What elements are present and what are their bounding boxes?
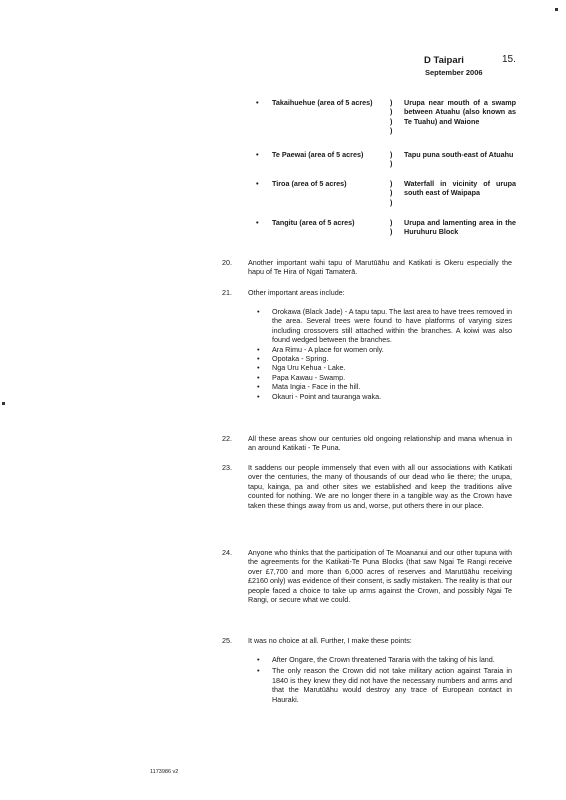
list-item-text: Papa Kawau - Swamp.: [272, 372, 346, 382]
bullet: •: [257, 363, 260, 373]
list-item: [0, 655, 566, 664]
paragraph-number: 23.: [222, 463, 232, 472]
site-description: Urupa and lamenting area in the Huruhuru Block: [404, 218, 516, 237]
bullet: •: [257, 344, 260, 354]
bullet: •: [257, 382, 260, 392]
list-item: [0, 373, 566, 382]
bullet: •: [257, 354, 260, 364]
bullet: •: [256, 150, 259, 159]
site-parens: ) ): [390, 218, 393, 237]
list-item-text: Nga Uru Kehua - Lake.: [272, 363, 346, 373]
page-number: 15.: [502, 54, 516, 65]
paragraph-text: Another important wahi tapu of Marutūāhu and Katikati is Okeru especially the hapu of Te Hira of Ngati Tamaterā.: [248, 258, 512, 277]
list-item-text: Orokawa (Black Jade) - A tapu tapu. The last area to have trees removed in the area. Several trees were found to have platforms of varying sizes including crossovers still attached within the branches. A koiwi was also found wedged between the branches.: [272, 307, 512, 345]
list-item: [0, 382, 566, 391]
paragraph-number: 25.: [222, 636, 232, 645]
paragraph-text: All these areas show our centuries old ongoing relationship and mana whenua in an around Katikati - Te Puna.: [248, 434, 512, 453]
paragraph-number: 22.: [222, 434, 232, 443]
bullet: •: [256, 218, 259, 227]
bullet: •: [257, 666, 260, 676]
paragraph-text: Anyone who thinks that the participation of Te Moananui and our other tupuna with the agreements for the Katikati-Te Puna Blocks (that saw Ngai Te Rangi receive over £7,700 and more than 6,000 acres of reserves and Marutūāhu receiving £2160 only) was evidence of their consent, is sadly mistaken. The reality is that our people faced a choice to take up arms against the Crown, and possibly Ngai Te Rangi, or secure what we could.: [248, 548, 512, 605]
list-item: [0, 354, 566, 363]
list-item: [0, 363, 566, 372]
list-item-text: Mata Ingia - Face in the hill.: [272, 382, 361, 392]
scan-mark: [2, 402, 5, 405]
bullet: •: [256, 179, 259, 188]
site-name: Te Paewai (area of 5 acres): [272, 150, 364, 159]
witness-name: D Taipari: [424, 55, 464, 66]
document-id: 1173986 v2: [150, 769, 179, 775]
bullet: •: [257, 307, 260, 316]
paragraph-number: 20.: [222, 258, 232, 267]
paragraph-number: 24.: [222, 548, 232, 557]
site-parens: ) ) ) ): [390, 98, 393, 136]
paragraph-text: Other important areas include:: [248, 288, 345, 297]
site-description: Waterfall in vicinity of urupa south east of Waipapa: [404, 179, 516, 198]
list-item-text: Ara Rimu - A place for women only.: [272, 344, 384, 354]
site-name: Takaihuehue (area of 5 acres): [272, 98, 373, 107]
site-description: Urupa near mouth of a swamp between Atuahu (also known as Te Tuahu) and Waione: [404, 98, 516, 126]
bullet: •: [256, 98, 259, 107]
important-areas-list: [0, 307, 566, 401]
site-name: Tiroa (area of 5 acres): [272, 179, 347, 188]
site-name: Tangitu (area of 5 acres): [272, 218, 355, 227]
scan-mark: [555, 8, 558, 11]
site-parens: ) ): [390, 150, 393, 169]
list-item: [0, 307, 566, 345]
list-item-text: Okauri - Point and tauranga waka.: [272, 391, 382, 401]
list-item: [0, 392, 566, 401]
document-date: September 2006: [425, 68, 483, 77]
paragraph-number: 21.: [222, 288, 232, 297]
paragraph-text: It was no choice at all. Further, I make these points:: [248, 636, 412, 645]
paragraph-text: It saddens our people immensely that even with all our associations with Katikati over the centuries, the many of thousands of our dead who lie there; the urupa, tapu, kainga, pa and other sites we established and keep the traditions alive counted for nothing. We are no longer there in a tangible way as the Crown have taken these things away from us and, worse, put others there in our place.: [248, 463, 512, 510]
bullet: •: [257, 655, 260, 664]
points-list: [0, 655, 566, 704]
list-item: [0, 345, 566, 354]
list-item-text: Opotaka - Spring.: [272, 354, 329, 364]
list-item-text: The only reason the Crown did not take military action against Taraia in 1840 is they knew they did not have the necessary numbers and arms and that the Marutūāhu would destroy any trace of European contact in Hauraki.: [272, 666, 512, 704]
bullet: •: [257, 372, 260, 382]
list-item: [0, 666, 566, 704]
list-item-text: After Ongare, the Crown threatened Tararia with the taking of his land.: [272, 655, 495, 664]
site-description: Tapu puna south-east of Atuahu: [404, 150, 514, 159]
site-parens: ) ) ): [390, 179, 393, 207]
bullet: •: [257, 391, 260, 401]
